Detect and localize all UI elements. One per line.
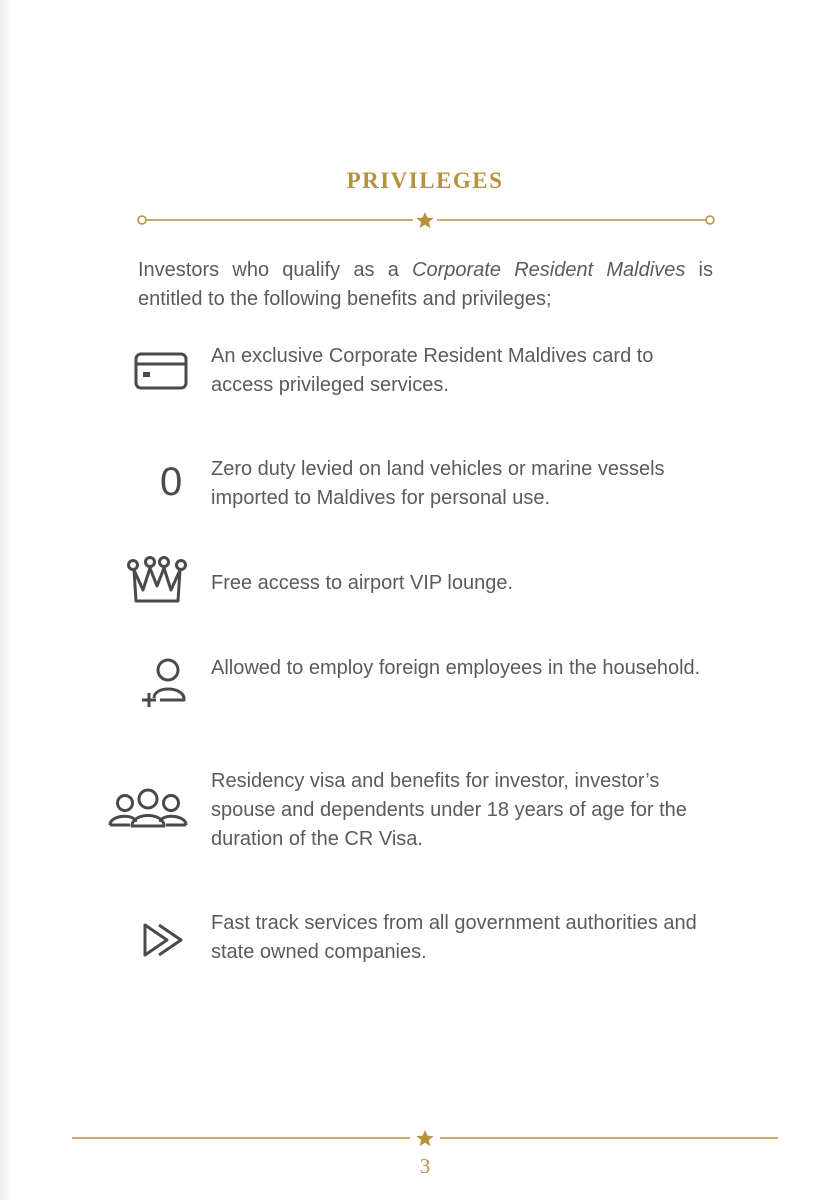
privilege-text-employees: Allowed to employ foreign employees in the household. bbox=[211, 657, 701, 679]
privilege-text-residency: Residency visa and benefits for investor, investor’s spouse and dependents under 18 years of age for the duration of the CR Visa. bbox=[211, 770, 687, 850]
page-number: 3 bbox=[419, 1154, 431, 1178]
group-icon bbox=[106, 786, 190, 830]
zero-icon: 0 bbox=[160, 460, 183, 504]
intro-end: is entitled to the following benefits and privileges; bbox=[138, 259, 714, 310]
privilege-text-card: An exclusive Corporate Resident Maldives card to access privileged services. bbox=[211, 345, 654, 396]
star-icon bbox=[417, 1130, 434, 1146]
footer-divider bbox=[72, 1128, 778, 1148]
privilege-text-lounge: Free access to airport VIP lounge. bbox=[211, 572, 514, 594]
fast-forward-icon bbox=[141, 922, 189, 958]
intro-emphasis: Corporate Resident Maldives bbox=[412, 259, 686, 281]
star-icon bbox=[417, 212, 434, 228]
title-divider bbox=[137, 210, 715, 230]
card-icon bbox=[134, 352, 188, 390]
intro-paragraph bbox=[138, 256, 713, 314]
privilege-text-fast-track: Fast track services from all government authorities and state owned companies. bbox=[211, 912, 697, 963]
intro-start: Investors who qualify as a bbox=[138, 259, 413, 281]
privilege-text-duty: Zero duty levied on land vehicles or marine vessels imported to Maldives for personal use. bbox=[211, 458, 665, 509]
add-user-icon bbox=[138, 656, 190, 710]
crown-icon bbox=[126, 556, 188, 604]
page-title: PRIVILEGES bbox=[346, 168, 504, 193]
